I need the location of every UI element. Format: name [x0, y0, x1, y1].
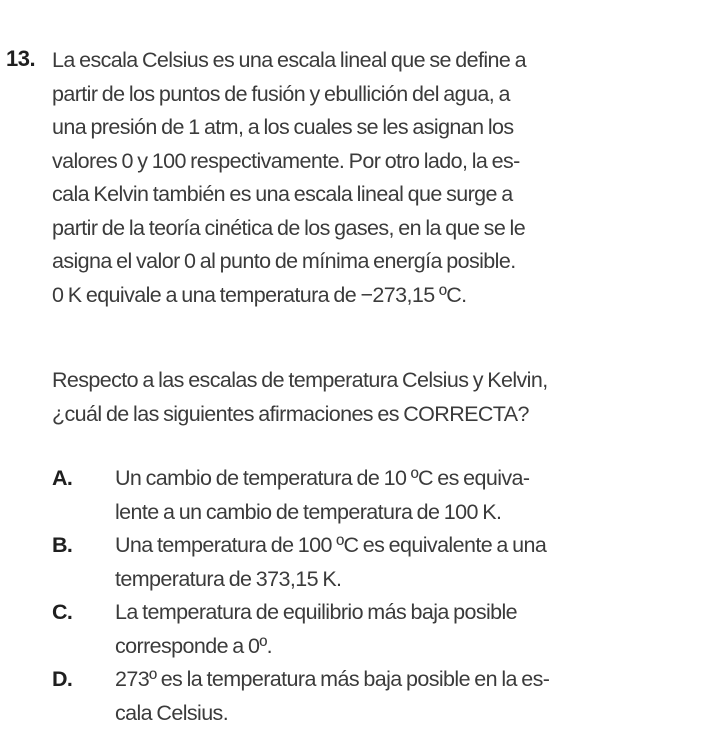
- option-line: La temperatura de equilibrio más baja posible: [115, 600, 518, 624]
- stem-line: valores 0 y 100 respectivamente. Por otro lado, la es-: [52, 148, 520, 173]
- stem-line: 0 K equivale a una temperatura de −273,15 ºC.: [52, 282, 467, 307]
- prompt-line: ¿cuál de las siguientes afirmaciones es CORRECTA?: [52, 401, 529, 426]
- option-line: Una temperatura de 100 ºC es equivalente a una: [115, 533, 547, 557]
- option-c[interactable]: [52, 596, 652, 663]
- prompt-line: Respecto a las escalas de temperatura Celsius y Kelvin,: [52, 368, 548, 392]
- question-number: 13.: [6, 46, 36, 71]
- question-stem: [52, 44, 650, 312]
- option-line: cala Celsius.: [115, 700, 229, 725]
- option-b[interactable]: [52, 529, 652, 596]
- option-line: corresponde a 0º.: [115, 633, 273, 658]
- stem-line: cala Kelvin también es una escala lineal que surge a: [52, 182, 513, 206]
- option-letter: A.: [52, 466, 73, 490]
- option-line: 273º es la temperatura más baja posible en la es-: [115, 667, 550, 691]
- option-line: lente a un cambio de temperatura de 100 K.: [115, 499, 502, 524]
- option-line: Un cambio de temperatura de 10 ºC es equiva-: [115, 466, 530, 490]
- option-letter: B.: [52, 533, 73, 557]
- option-text: [115, 663, 652, 730]
- option-d[interactable]: [52, 663, 652, 730]
- option-text: [115, 596, 652, 663]
- stem-line: partir de la teoría cinética de los gases, en la que se le: [52, 215, 526, 240]
- option-text: [115, 462, 652, 529]
- option-line: temperatura de 373,15 K.: [115, 566, 342, 591]
- option-a[interactable]: [52, 462, 652, 529]
- stem-line: asigna el valor 0 al punto de mínima energía posible.: [52, 249, 516, 273]
- stem-line: La escala Celsius es una escala lineal que se define a: [52, 48, 526, 72]
- answer-options: [52, 462, 652, 730]
- stem-line: una presión de 1 atm, a los cuales se les asignan los: [52, 115, 514, 139]
- question-prompt: [52, 364, 650, 431]
- option-letter: C.: [52, 600, 73, 624]
- stem-line: partir de los puntos de fusión y ebullición del agua, a: [52, 81, 510, 106]
- option-text: [115, 529, 652, 596]
- option-letter: D.: [52, 667, 73, 691]
